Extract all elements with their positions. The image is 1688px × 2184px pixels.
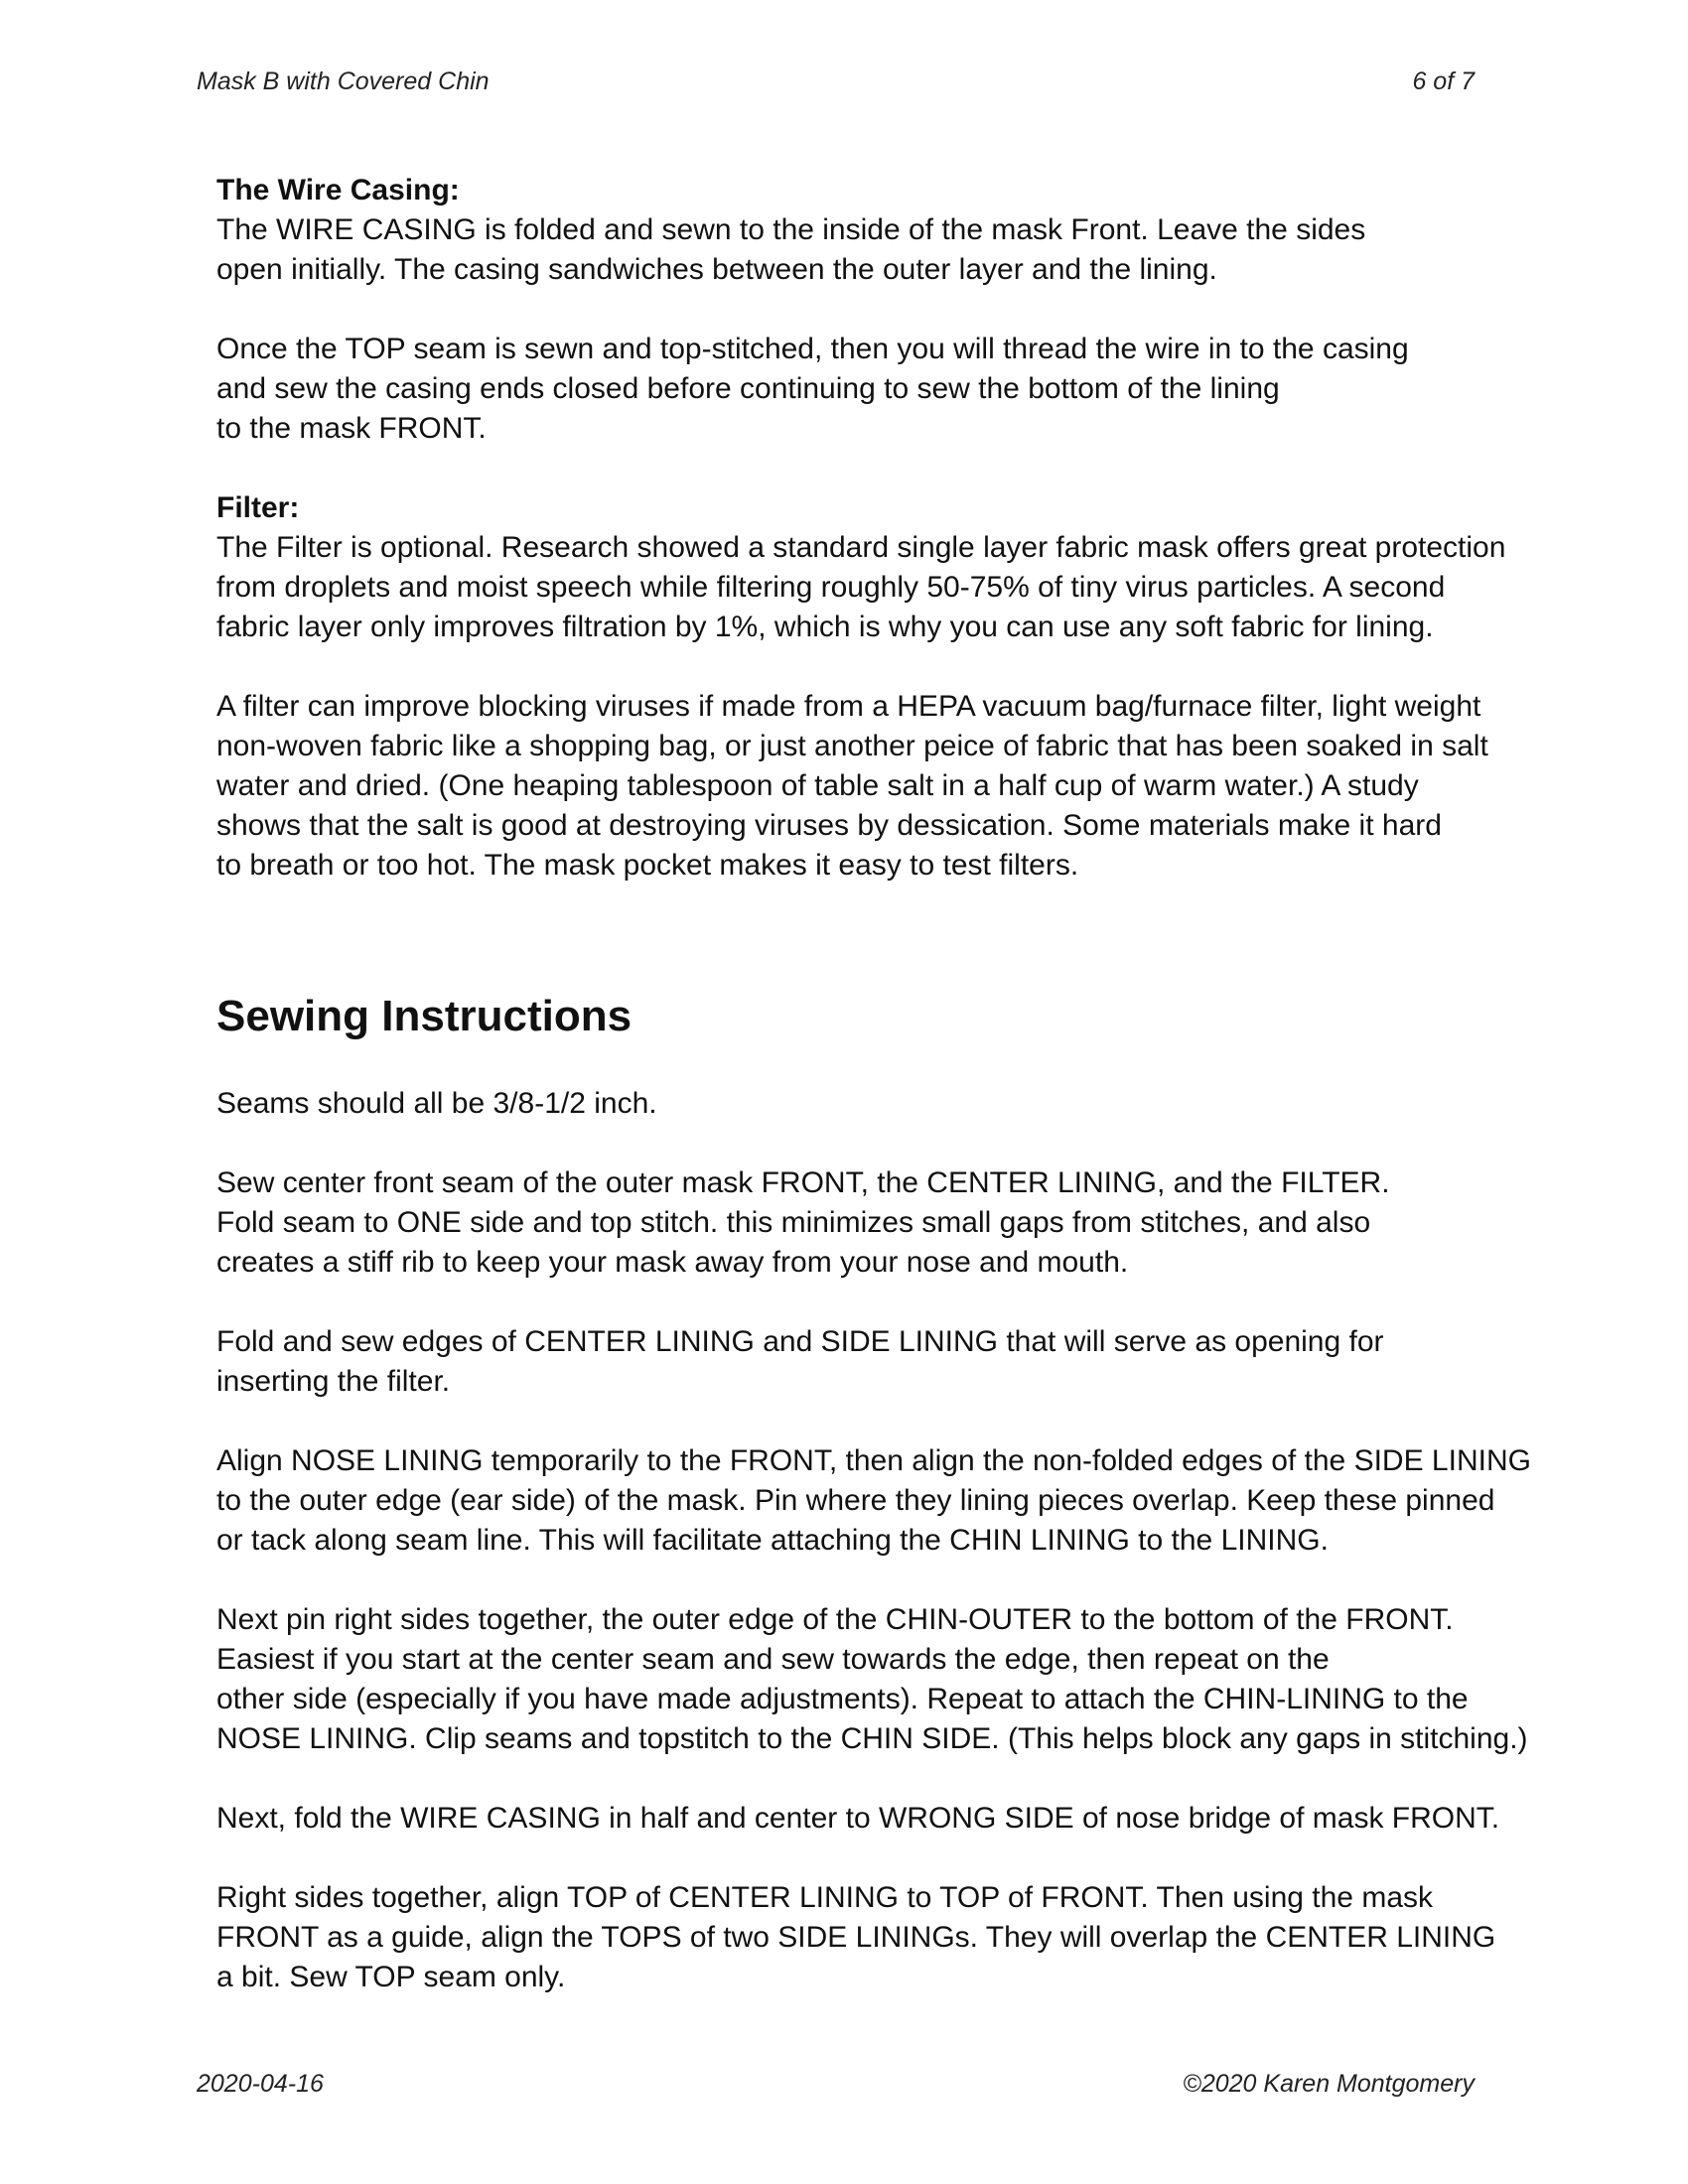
document-title: Mask B with Covered Chin (197, 68, 490, 95)
text-line: to the mask FRONT. (216, 412, 487, 445)
text-line: Fold and sew edges of CENTER LINING and SIDE LINING that will serve as opening for (216, 1325, 1384, 1358)
wire-casing-heading: The Wire Casing: (216, 174, 460, 206)
text-line: other side (especially if you have made adjustments). Repeat to attach the CHIN-LINING to the (216, 1683, 1469, 1715)
sewing-paragraph-2 (216, 1163, 1577, 1283)
sewing-instructions-heading: Sewing Instructions (216, 992, 633, 1040)
text-line: fabric layer only improves filtration by 1%, which is why you can use any soft fabric for lining. (216, 611, 1434, 643)
filter-heading: Filter: (216, 491, 300, 524)
text-line: The WIRE CASING is folded and sewn to the inside of the mask Front. Leave the sides (216, 213, 1366, 246)
text-line: Once the TOP seam is sewn and top-stitched, then you will thread the wire in to the casing (216, 333, 1409, 365)
sewing-paragraph-6 (216, 1799, 1577, 1839)
text-line: creates a stiff rib to keep your mask away from your nose and mouth. (216, 1246, 1129, 1279)
text-line: non-woven fabric like a shopping bag, or just another peice of fabric that has been soaked in salt (216, 730, 1488, 762)
sewing-paragraph-3 (216, 1322, 1577, 1402)
text-line: to the outer edge (ear side) of the mask. Pin where they lining pieces overlap. Keep these pinned (216, 1484, 1495, 1517)
text-line: Sew center front seam of the outer mask FRONT, the CENTER LINING, and the FILTER. (216, 1166, 1390, 1199)
text-line: FRONT as a guide, align the TOPS of two SIDE LININGs. They will overlap the CENTER LINING (216, 1921, 1496, 1954)
text-line: and sew the casing ends closed before continuing to sew the bottom of the lining (216, 372, 1280, 405)
text-line: NOSE LINING. Clip seams and topstitch to the CHIN SIDE. (This helps block any gaps in stitching.) (216, 1722, 1528, 1755)
text-line: Next, fold the WIRE CASING in half and center to WRONG SIDE of nose bridge of mask FRONT. (216, 1802, 1500, 1835)
text-line: A filter can improve blocking viruses if made from a HEPA vacuum bag/furnace filter, light weight (216, 690, 1481, 723)
filter-paragraph-1 (216, 528, 1577, 647)
text-line: a bit. Sew TOP seam only. (216, 1961, 566, 1993)
text-line: Align NOSE LINING temporarily to the FRONT, then align the non-folded edges of the SIDE LINING (216, 1444, 1531, 1477)
page-header (197, 68, 1475, 96)
text-line: inserting the filter. (216, 1365, 451, 1398)
text-line: Next pin right sides together, the outer edge of the CHIN-OUTER to the bottom of the FRONT. (216, 1603, 1454, 1636)
page-content (216, 171, 1577, 1997)
page-number: 6 of 7 (1412, 68, 1475, 95)
text-line: to breath or too hot. The mask pocket makes it easy to test filters. (216, 849, 1079, 882)
document-date: 2020-04-16 (197, 2070, 324, 2098)
wire-casing-paragraph-1 (216, 210, 1577, 290)
text-line: shows that the salt is good at destroying viruses by dessication. Some materials make it hard (216, 809, 1442, 842)
text-line: The Filter is optional. Research showed a standard single layer fabric mask offers great protection (216, 531, 1506, 564)
sewing-paragraph-7 (216, 1878, 1577, 1997)
text-line: Right sides together, align TOP of CENTER LINING to TOP of FRONT. Then using the mask (216, 1881, 1434, 1914)
page-footer (197, 2070, 1475, 2099)
sewing-paragraph-4 (216, 1441, 1577, 1561)
copyright-notice: ©2020 Karen Montgomery (1183, 2070, 1475, 2098)
text-line: open initially. The casing sandwiches between the outer layer and the lining. (216, 253, 1217, 286)
text-line: from droplets and moist speech while filtering roughly 50-75% of tiny virus particles. A second (216, 571, 1446, 604)
sewing-paragraph-5 (216, 1600, 1577, 1759)
text-line: Easiest if you start at the center seam and sew towards the edge, then repeat on the (216, 1643, 1330, 1676)
text-line: water and dried. (One heaping tablespoon of table salt in a half cup of warm water.) A study (216, 769, 1419, 802)
text-line: or tack along seam line. This will facilitate attaching the CHIN LINING to the LINING. (216, 1524, 1329, 1557)
text-line: Seams should all be 3/8-1/2 inch. (216, 1087, 657, 1120)
sewing-paragraph-1 (216, 1084, 1577, 1124)
filter-paragraph-2 (216, 687, 1577, 886)
text-line: Fold seam to ONE side and top stitch. this minimizes small gaps from stitches, and also (216, 1206, 1371, 1239)
wire-casing-paragraph-2 (216, 330, 1577, 449)
